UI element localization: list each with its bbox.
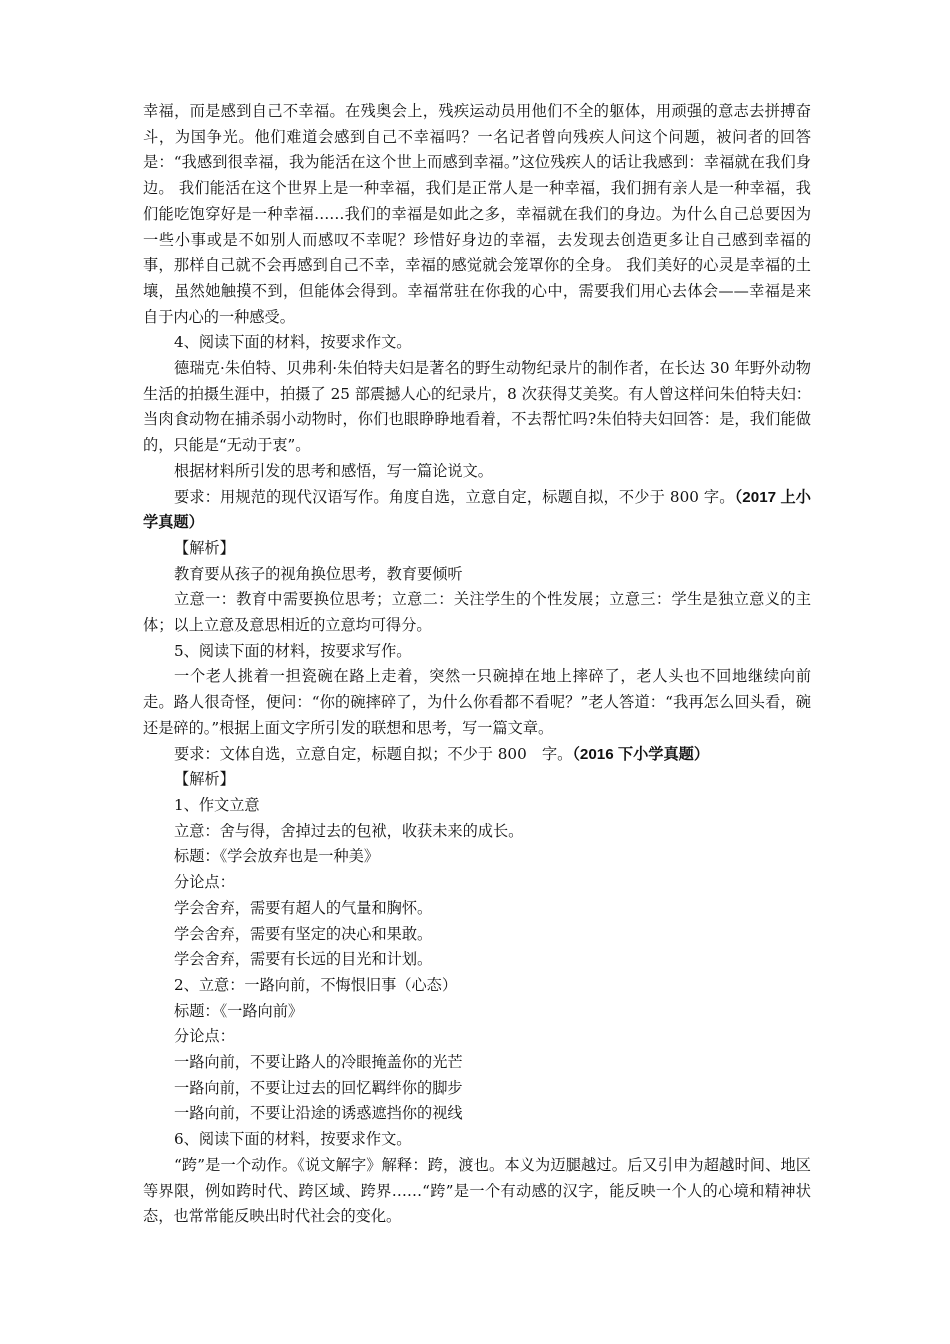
question-5-line: 学会舍弃，需要有长远的目光和计划。 [174,950,433,969]
question-5-line: 1、作文立意 [174,795,260,814]
question-6-material: “跨”是一个动作。《说文解字》解释：跨，渡也。本义为迈腿越过。后又引申为超越时间、地区等界限，例如跨时代、跨区域、跨界……“跨”是一个有动感的汉字，能反映一个人的心境和精神状态，也常常能反映出时代社会的变化。 [143,1155,811,1226]
question-4-requirement [143,485,811,536]
question-5-source: （2016 下小学真题） [572,745,710,763]
question-5-line: 一路向前，不要让沿途的诱惑遮挡你的视线 [174,1104,463,1123]
document-page [143,99,811,1230]
question-5-requirement-text: 要求：文体自选，立意自定，标题自拟；不少于 800 字。 [174,744,573,763]
question-5-line: 2、立意：一路向前，不悔恨旧事（心态） [174,975,458,994]
question-4-heading: 4、阅读下面的材料，按要求作文。 [174,333,412,352]
question-4-answer-1: 教育要从孩子的视角换位思考，教育要倾听 [174,564,463,583]
question-4-source: （2017 上小学真题） [143,488,811,532]
question-5-line: 学会舍弃，需要有坚定的决心和果敢。 [174,924,433,943]
question-5-line: 一路向前，不要让过去的回忆羁绊你的脚步 [174,1078,463,1097]
question-5-requirement [143,742,811,768]
question-6-heading: 6、阅读下面的材料，按要求作文。 [174,1130,412,1149]
question-4-analysis-label: 【解析】 [174,538,235,557]
question-5-line: 标题：《一路向前》 [174,1001,304,1020]
question-5-analysis-label: 【解析】 [174,770,235,789]
intro-paragraph: 幸福，而是感到自己不幸福。在残奥会上，残疾运动员用他们不全的躯体，用顽强的意志去拼搏奋斗，为国争光。他们难道会感到自己不幸福吗？一名记者曾向残疾人问这个问题，被问者的回答是：“我感到很幸福，我为能活在这个世上而感到幸福。”这位残疾人的话让我感到：幸福就在我们身边。 我们能活在这个世界上是一种幸福，我们是正常人是一种幸福，我们拥有亲人是一种幸福，我们能吃饱穿好是一种幸福……我们的幸福是如此之多，幸福就在我们的身边。为什么自己总要因为一些小事或是不如别人而感叹不幸呢？珍惜好身边的幸福，去发现去创造更多让自己感到幸福的事，那样自己就不会再感到自己不幸，幸福的感觉就会笼罩你的全身。 我们美好的心灵是幸福的土壤，虽然她触摸不到，但能体会得到。幸福常驻在你我的心中，需要我们用心去体会——幸福是来自于内心的一种感受。 [143,102,811,326]
question-5-material: 一个老人挑着一担瓷碗在路上走着，突然一只碗掉在地上摔碎了，老人头也不回地继续向前走。路人很奇怪，便问：“你的碗摔碎了，为什么你看都不看呢？”老人答道：“我再怎么回头看，碗还是碎的。”根据上面文字所引发的联想和思考，写一篇文章。 [143,667,811,737]
question-5-line: 学会舍弃，需要有超人的气量和胸怀。 [174,898,433,917]
question-4-answer-2: 立意一：教育中需要换位思考；立意二：关注学生的个性发展；立意三：学生是独立意义的主体；以上立意及意思相近的立意均可得分。 [143,590,811,635]
question-5-line: 分论点： [174,1027,235,1046]
question-5-line: 一路向前，不要让路人的冷眼掩盖你的光芒 [174,1053,463,1072]
question-4-requirement-text: 要求：用规范的现代汉语写作。角度自选，立意自定，标题自拟，不少于 800 字。 [174,487,735,506]
question-5-line: 标题：《学会放弃也是一种美》 [174,847,380,866]
question-5-heading: 5、阅读下面的材料，按要求写作。 [174,641,412,660]
question-4-material: 德瑞克·朱伯特、贝弗利·朱伯特夫妇是著名的野生动物纪录片的制作者，在长达 30 年野外动物生活的拍摄生涯中，拍摄了 25 部震撼人心的纪录片，8 次获得艾美奖。有人曾这样问朱伯特夫妇：当肉食动物在捕杀弱小动物时，你们也眼睁睁地看着，不去帮忙吗?朱伯特夫妇回答：是，我们能做的，只能是“无动于衷”。 [143,359,811,455]
question-5-line: 分论点： [174,873,235,892]
question-4-task: 根据材料所引发的思考和感悟，写一篇论说文。 [174,461,493,480]
question-5-line: 立意：舍与得，舍掉过去的包袱，收获未来的成长。 [174,821,524,840]
